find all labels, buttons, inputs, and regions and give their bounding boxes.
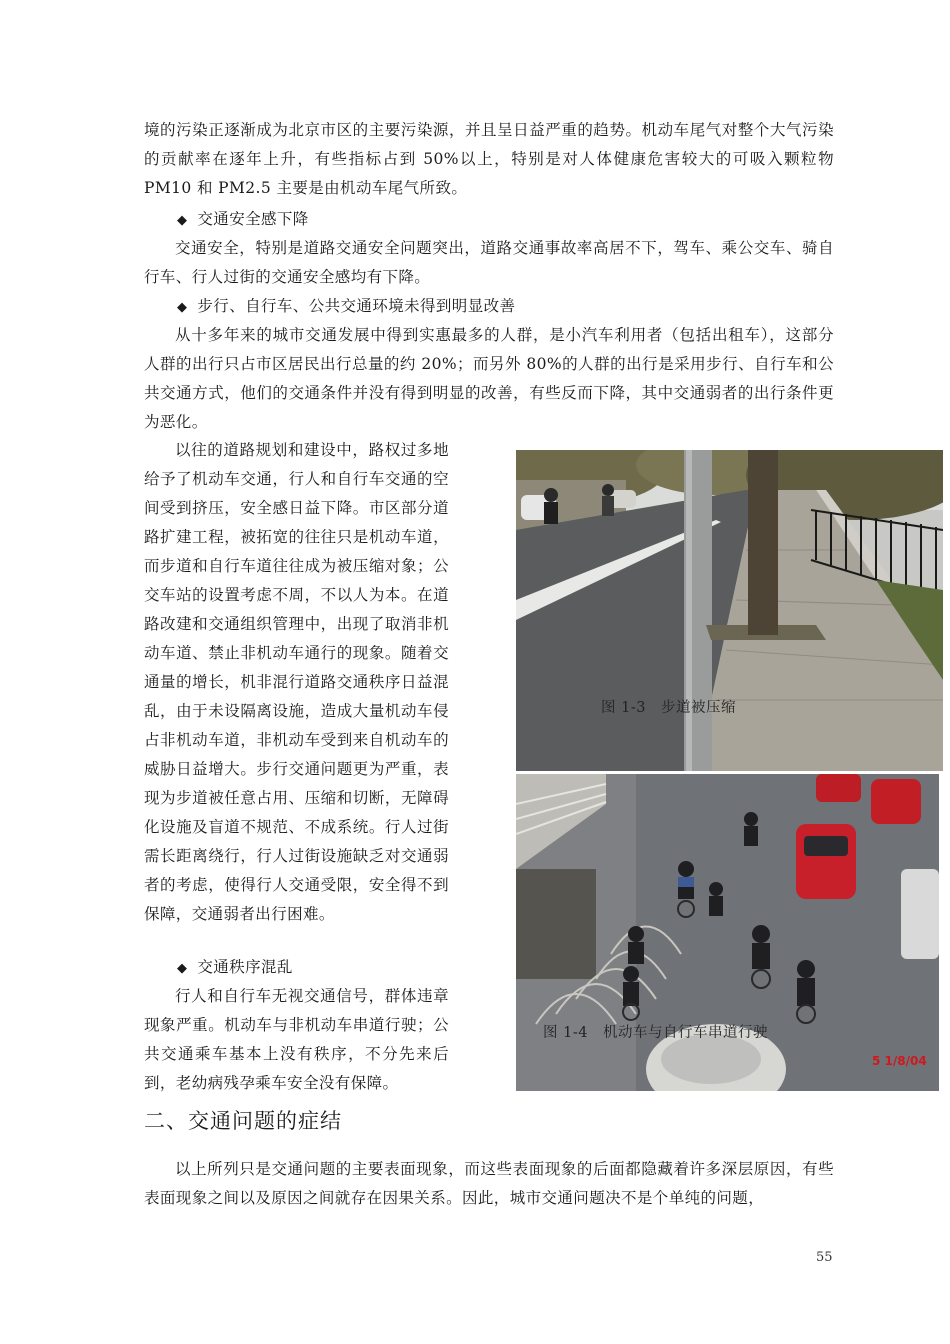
photo-date-stamp: 5 1/8/04	[872, 1054, 927, 1068]
figure-1-3-photo	[516, 450, 943, 771]
paragraph-environment: 从十多年来的城市交通发展中得到实惠最多的人群，是小汽车利用者（包括出租车），这部分人群的出行只占市区居民出行总量的约 20%；而另外 80%的人群的出行是采用步行、自行车和公共交通方式，他们的交通条件并没有得到明显的改善，有些反而下降，其中交通弱者的出行条件更为恶化。	[144, 326, 834, 431]
page-number: 55	[816, 1250, 833, 1265]
section-heading: 二、交通问题的症结	[144, 1109, 342, 1133]
paragraph-road-rights: 以往的道路规划和建设中，路权过多地给予了机动车交通，行人和自行车交通的空间受到挤压，安全感日益下降。市区部分道路扩建工程，被拓宽的往往只是机动车道，而步道和自行车道往往成为被压缩对象；公交车站的设置考虑不周，不以人为本。在道路改建和交通组织管理中，出现了取消非机动车道、禁止非机动车通行的现象。随着交通量的增长，机非混行道路交通秩序日益混乱，由于未设隔离设施，造成大量机动车侵占非机动车道，非机动车受到来自机动车的威胁日益增大。步行交通问题更为严重，表现为步道被任意占用、压缩和切断，无障碍化设施及盲道不规范、不成系统。行人过街需长距离绕行，行人过街设施缺乏对交通弱者的考虑，使得行人交通受限，安全得不到保障，交通弱者出行困难。	[144, 441, 449, 923]
diamond-bullet-icon: ◆	[177, 213, 188, 228]
sidewalk-photo-illustration	[516, 450, 943, 771]
bullet-environment-label: 步行、自行车、公共交通环境未得到明显改善	[197, 297, 516, 315]
paragraph-intro: 境的污染正逐渐成为北京市区的主要污染源，并且呈日益严重的趋势。机动车尾气对整个大气污染的贡献率在逐年上升，有些指标占到 50%以上，特别是对人体健康危害较大的可吸入颗粒物 PM10 和 PM2.5 主要是由机动车尾气所致。	[144, 121, 840, 197]
figure-1-3-caption: 图 1-3 步道被压缩	[601, 700, 736, 716]
bullet-environment	[177, 292, 515, 322]
bullet-order-label: 交通秩序混乱	[197, 958, 293, 976]
paragraph-safety: 交通安全，特别是道路交通安全问题突出，道路交通事故率高居不下，驾车、乘公交车、骑自行车、行人过街的交通安全感均有下降。	[144, 239, 834, 286]
bullet-safety	[177, 205, 309, 235]
mixed-traffic-photo-illustration	[516, 774, 939, 1091]
paragraph-order: 行人和自行车无视交通信号，群体违章现象严重。机动车与非机动车串道行驶；公共交通乘车基本上没有秩序，不分先来后到，老幼病残孕乘车安全没有保障。	[144, 987, 449, 1092]
bullet-safety-label: 交通安全感下降	[197, 210, 309, 228]
figure-1-4-photo	[516, 774, 939, 1091]
bullet-order	[177, 953, 293, 983]
diamond-bullet-icon: ◆	[177, 961, 188, 976]
paragraph-root-causes: 以上所列只是交通问题的主要表面现象，而这些表面现象的后面都隐藏着许多深层原因，有些表面现象之间以及原因之间就存在因果关系。因此，城市交通问题决不是个单纯的问题，	[144, 1160, 834, 1207]
diamond-bullet-icon: ◆	[177, 300, 188, 315]
figure-1-4-caption: 图 1-4 机动车与自行车串道行驶	[543, 1025, 768, 1041]
